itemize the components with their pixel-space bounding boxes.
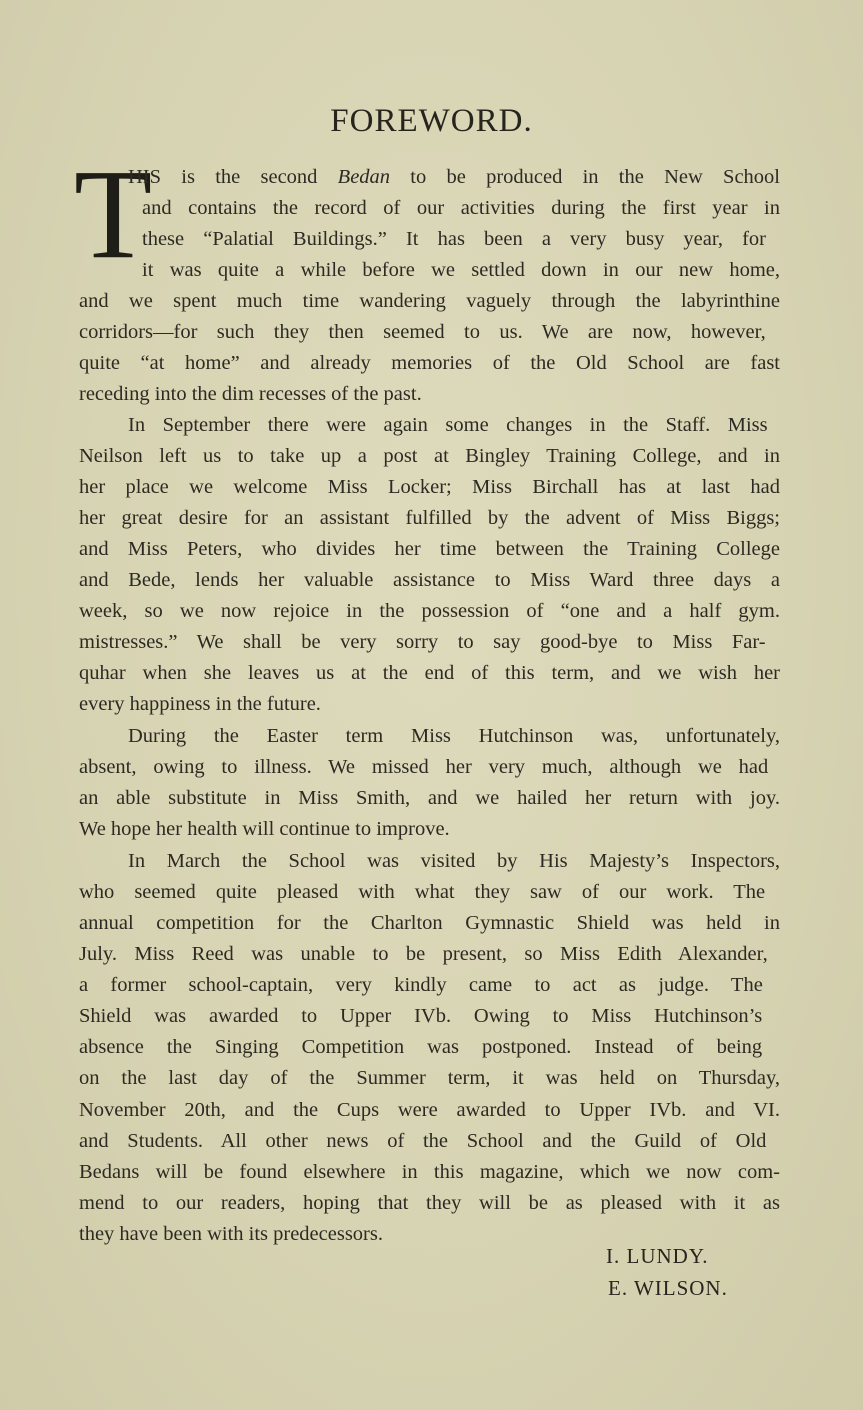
text-line: quhar when she leaves us at the end of this term, and we wish her [79,662,780,684]
text-line: and we spent much time wandering vaguely through the labyrinthine [79,290,780,312]
text-line: her great desire for an assistant fulfilled by the advent of Miss Biggs; [79,507,780,529]
text-line: and Students. All other news of the School and the Guild of Old [79,1130,767,1152]
text-line: and contains the record of our activities during the first year in [142,197,780,219]
text-line: Shield was awarded to Upper IVb. Owing to Miss Hutchinson’s [79,1005,763,1027]
signature-wilson: E. WILSON. [608,1276,728,1300]
signature-lundy: I. LUNDY. [606,1244,709,1268]
text-line: HIS is the second Bedan to be produced in the New School [128,166,780,188]
text-line: annual competition for the Charlton Gymnastic Shield was held in [79,912,780,934]
text-line: mistresses.” We shall be very sorry to say good-bye to Miss Far- [79,631,766,653]
text-line: an able substitute in Miss Smith, and we hailed her return with joy. [79,787,780,809]
text-line: who seemed quite pleased with what they saw of our work. The [79,881,766,903]
text-line: Neilson left us to take up a post at Bingley Training College, and in [79,445,780,467]
text-line: mend to our readers, hoping that they will be as pleased with it as [79,1192,780,1214]
text-line: absence the Singing Competition was postponed. Instead of being [79,1036,763,1058]
text-line: We hope her health will continue to improve. [79,818,450,840]
text-line: absent, owing to illness. We missed her very much, although we had [79,756,769,778]
text-line: In March the School was visited by His Majesty’s Inspectors, [128,850,780,872]
page-title: FOREWORD. [330,103,533,139]
text-line: In September there were again some changes in the Staff. Miss [128,414,768,436]
text-line: corridors—for such they then seemed to us. We are now, however, [79,321,766,343]
text-line: quite “at home” and already memories of the Old School are fast [79,352,780,374]
text-line: and Miss Peters, who divides her time between the Training College [79,538,780,560]
drop-cap: T [74,143,153,285]
text-line: a former school-captain, very kindly came to act as judge. The [79,974,763,996]
text-line: receding into the dim recesses of the past. [79,383,422,405]
text-line: these “Palatial Buildings.” It has been a very busy year, for [142,228,767,250]
text-line: on the last day of the Summer term, it was held on Thursday, [79,1067,780,1089]
text-line: November 20th, and the Cups were awarded to Upper IVb. and VI. [79,1099,780,1121]
text-line: During the Easter term Miss Hutchinson was, unfortunately, [128,725,780,747]
text-line: Bedans will be found elsewhere in this magazine, which we now com- [79,1161,780,1183]
text-line: week, so we now rejoice in the possession of “one and a half gym. [79,600,780,622]
text-line: her place we welcome Miss Locker; Miss Birchall has at last had [79,476,780,498]
text-line: July. Miss Reed was unable to be present, so Miss Edith Alexander, [79,943,768,965]
text-line: they have been with its predecessors. [79,1223,383,1245]
text-line: every happiness in the future. [79,693,321,715]
text-line: and Bede, lends her valuable assistance to Miss Ward three days a [79,569,780,591]
text-line: it was quite a while before we settled down in our new home, [142,259,780,281]
